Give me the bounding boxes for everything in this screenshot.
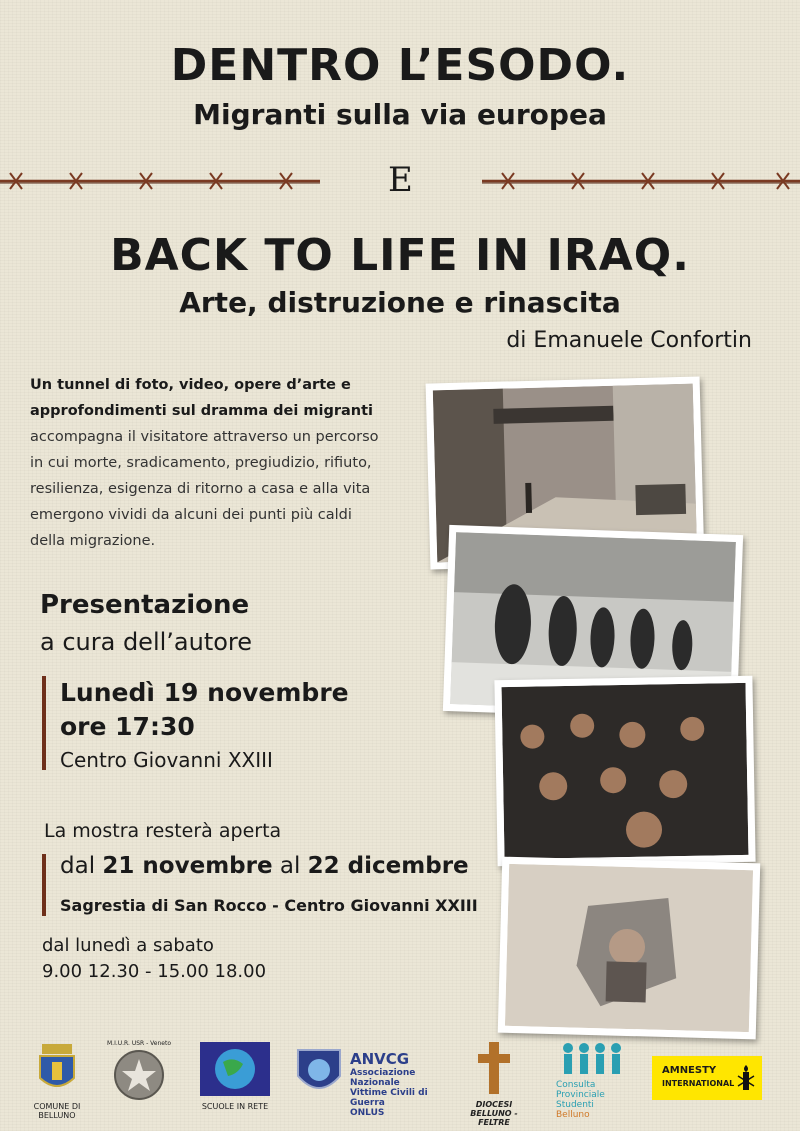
consulta-line3: Studenti bbox=[556, 1100, 594, 1110]
globe-icon bbox=[198, 1040, 272, 1098]
accent-bar bbox=[42, 676, 46, 770]
to-word: al bbox=[272, 853, 308, 879]
diocesi-line2: BELLUNO - FELTRE bbox=[470, 1109, 518, 1127]
presentation-time: ore 17:30 bbox=[60, 712, 195, 741]
from-word: dal bbox=[60, 853, 103, 879]
second-subtitle: Arte, distruzione e rinascita bbox=[179, 286, 621, 319]
separator-letter: E bbox=[388, 160, 413, 200]
exhibition-intro: La mostra resterà aperta bbox=[44, 820, 282, 842]
barbed-wire-left-icon bbox=[0, 166, 320, 196]
author-credit: di Emanuele Confortin bbox=[506, 328, 752, 353]
presentation-subtitle: a cura dell’autore bbox=[40, 628, 253, 656]
anvcg-text bbox=[350, 1068, 464, 1118]
logo-comune-belluno bbox=[18, 1040, 96, 1120]
from-date: 21 novembre bbox=[102, 853, 273, 879]
anvcg-line2: Vittime Civili di Guerra bbox=[350, 1088, 428, 1108]
main-title: DENTRO L’ESODO. bbox=[170, 40, 630, 91]
anvcg-line1: Associazione Nazionale bbox=[350, 1068, 416, 1088]
exhibition-place: Sagrestia di San Rocco - Centro Giovanni XXIII bbox=[60, 896, 478, 915]
candle-icon bbox=[736, 1064, 756, 1092]
italian-republic-emblem-icon bbox=[106, 1047, 172, 1107]
exhibition-dates bbox=[60, 853, 469, 879]
scuole-label: SCUOLE IN RETE bbox=[201, 1102, 269, 1111]
logo-consulta-studenti bbox=[556, 1040, 630, 1120]
exhibition-hours: 9.00 12.30 - 15.00 18.00 bbox=[42, 961, 267, 982]
amnesty-line2: INTERNATIONAL bbox=[662, 1079, 735, 1088]
barbed-wire-right-icon bbox=[482, 166, 800, 196]
consulta-line1: Consulta bbox=[556, 1080, 596, 1090]
photo-torn-paper bbox=[498, 857, 761, 1040]
main-subtitle: Migranti sulla via europea bbox=[193, 98, 607, 131]
crowd-image bbox=[502, 683, 749, 859]
logo-scuole-in-rete bbox=[198, 1040, 272, 1116]
intro-bold: Un tunnel di foto, video, opere d’arte e approfondimenti sul dramma dei migranti bbox=[30, 377, 374, 419]
amnesty-text bbox=[662, 1064, 734, 1090]
logo-miur bbox=[106, 1040, 172, 1116]
to-date: 22 dicembre bbox=[307, 853, 469, 879]
second-title: BACK TO LIFE IN IRAQ. bbox=[110, 230, 690, 281]
presentation-title: Presentazione bbox=[40, 590, 250, 620]
accent-bar bbox=[42, 854, 46, 916]
logo-anvcg bbox=[294, 1040, 464, 1116]
miur-label: M.I.U.R. USR - Veneto bbox=[106, 1040, 172, 1047]
anvcg-title: ANVCG bbox=[350, 1050, 410, 1068]
presentation-datetime bbox=[60, 676, 349, 744]
photo-crowd bbox=[494, 676, 755, 866]
presentation-place: Centro Giovanni XXIII bbox=[60, 748, 273, 772]
torn-paper-image bbox=[505, 864, 753, 1032]
anvcg-shield-icon bbox=[294, 1046, 344, 1102]
consulta-text bbox=[556, 1080, 630, 1120]
intro-rest: accompagna il visitatore attraverso un percorso in cui morte, sradicamento, pregiudizio, rifiuto, resilienza, esigenza di ritorno a casa e alla vita emergono vividi da alcuni dei punti più caldi della migrazione. bbox=[30, 429, 379, 549]
presentation-date: Lunedì 19 novembre bbox=[60, 678, 349, 707]
logo-amnesty bbox=[652, 1056, 762, 1100]
cross-icon bbox=[458, 1040, 530, 1096]
amnesty-line1: AMNESTY bbox=[662, 1065, 717, 1076]
students-icon bbox=[556, 1040, 630, 1076]
consulta-line2: Provinciale bbox=[556, 1090, 605, 1100]
intro-paragraph bbox=[30, 372, 390, 554]
consulta-line4: Belluno bbox=[556, 1110, 590, 1120]
comune-label: COMUNE DI BELLUNO bbox=[33, 1102, 81, 1120]
city-crest-icon bbox=[18, 1040, 96, 1098]
diocesi-line1: DIOCESI bbox=[475, 1100, 513, 1109]
logo-diocesi bbox=[458, 1040, 530, 1127]
anvcg-line3: ONLUS bbox=[350, 1108, 385, 1118]
exhibition-days: dal lunedì a sabato bbox=[42, 935, 214, 956]
